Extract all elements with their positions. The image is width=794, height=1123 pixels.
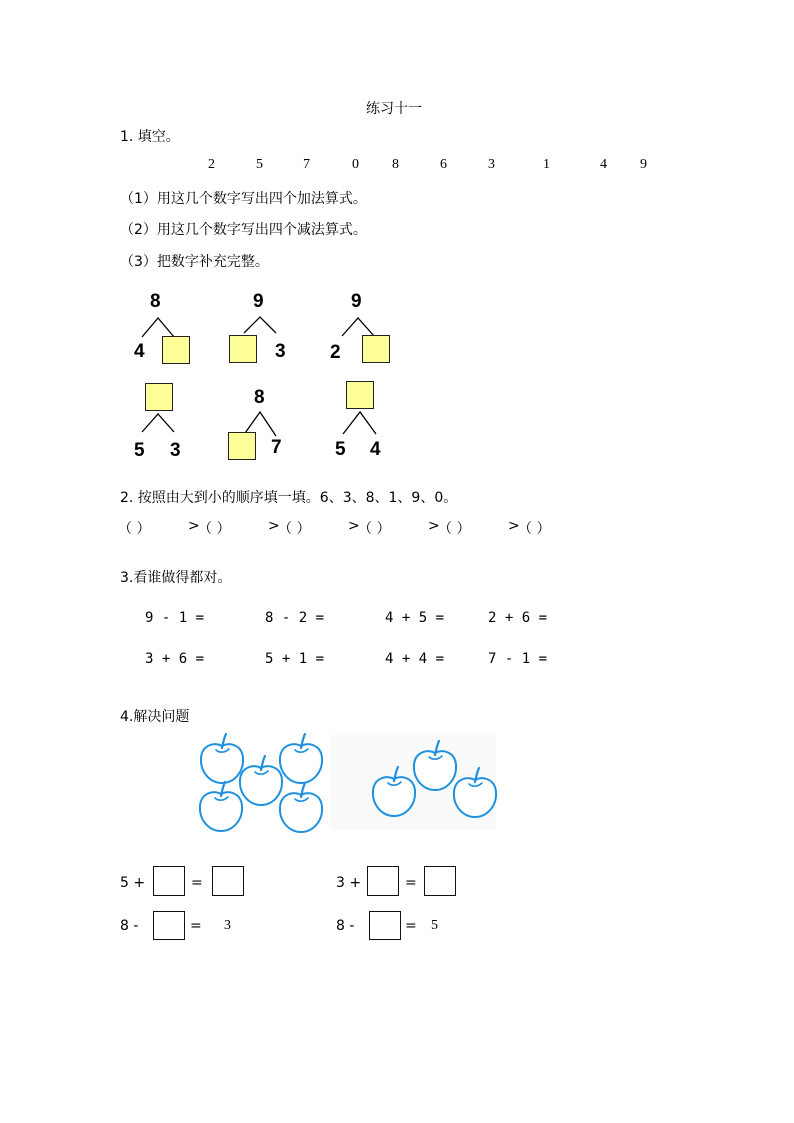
equals-sign: = [405, 875, 417, 891]
answer-box[interactable] [153, 866, 185, 896]
number-item: 3 [488, 157, 495, 172]
bond-left-number: 5 [134, 440, 145, 461]
question-4-heading: 4.解决问题 [120, 709, 190, 725]
equals-sign: = [190, 918, 202, 934]
apple-icon [200, 782, 242, 831]
answer-blank[interactable]: （ ） [518, 521, 551, 537]
answer-box[interactable] [212, 866, 244, 896]
number-item: 7 [303, 157, 310, 172]
equation-operand: 8 - [120, 918, 139, 934]
answer-blank[interactable]: （ ） [358, 521, 391, 537]
equals-sign: = [191, 875, 203, 891]
equation: 2 + 6 = [488, 610, 548, 626]
sub-question-1: （1）用这几个数字写出四个加法算式。 [120, 191, 367, 207]
equation: 9 - 1 = [145, 610, 205, 626]
apple-icon [240, 756, 282, 805]
equation-result: 5 [431, 918, 438, 933]
equation-result: 3 [224, 918, 231, 933]
number-item: 1 [543, 157, 550, 172]
answer-box[interactable] [367, 866, 399, 896]
page-title: 练习十一 [366, 101, 422, 117]
greater-than-sign: > [268, 518, 280, 534]
greater-than-sign: > [188, 518, 200, 534]
answer-blank[interactable]: （ ） [278, 521, 311, 537]
question-1-heading: 1. 填空。 [120, 129, 180, 145]
bond-top-number: 9 [253, 291, 264, 312]
bond-top-number: 9 [351, 291, 362, 312]
answer-box[interactable] [424, 866, 456, 896]
bond-right-number: 3 [170, 440, 181, 461]
greater-than-sign: > [348, 518, 360, 534]
equation-operand: 8 - [336, 918, 355, 934]
number-item: 6 [440, 157, 447, 172]
equation: 5 + 1 = [265, 651, 325, 667]
equation: 8 - 2 = [265, 610, 325, 626]
answer-blank[interactable]: （ ） [198, 521, 231, 537]
question-2-heading: 2. 按照由大到小的顺序填一填。6、3、8、1、9、0。 [120, 490, 458, 506]
answer-box[interactable] [369, 911, 401, 940]
apple-icon [201, 734, 243, 783]
equation: 3 + 6 = [145, 651, 205, 667]
bond-top-number: 8 [254, 387, 265, 408]
answer-box[interactable] [153, 911, 185, 940]
bond-left-number: 2 [330, 342, 341, 363]
number-item: 9 [640, 157, 647, 172]
equation-operand: 5 + [120, 875, 146, 891]
bond-right-number: 3 [275, 341, 286, 362]
equals-sign: = [405, 918, 417, 934]
answer-blank[interactable]: （ ） [438, 521, 471, 537]
bond-left-number: 5 [335, 439, 346, 460]
equation: 4 + 5 = [385, 610, 445, 626]
bond-left-number: 4 [134, 341, 145, 362]
number-item: 5 [256, 157, 263, 172]
number-item: 8 [392, 157, 399, 172]
sub-question-3: （3）把数字补充完整。 [120, 254, 269, 270]
greater-than-sign: > [508, 518, 520, 534]
sub-question-2: （2）用这几个数字写出四个减法算式。 [120, 222, 367, 238]
equation: 7 - 1 = [488, 651, 548, 667]
equation: 4 + 4 = [385, 651, 445, 667]
bond-right-number: 7 [271, 437, 282, 458]
answer-blank[interactable]: （ ） [118, 521, 151, 537]
bond-top-number: 8 [150, 291, 161, 312]
number-item: 2 [208, 157, 215, 172]
equation-operand: 3 + [336, 875, 362, 891]
number-item: 4 [600, 157, 607, 172]
question-3-heading: 3.看谁做得都对。 [120, 570, 232, 586]
number-item: 0 [352, 157, 359, 172]
bond-right-number: 4 [370, 439, 381, 460]
apple-icon [280, 734, 322, 783]
greater-than-sign: > [428, 518, 440, 534]
apple-icon [280, 783, 322, 832]
